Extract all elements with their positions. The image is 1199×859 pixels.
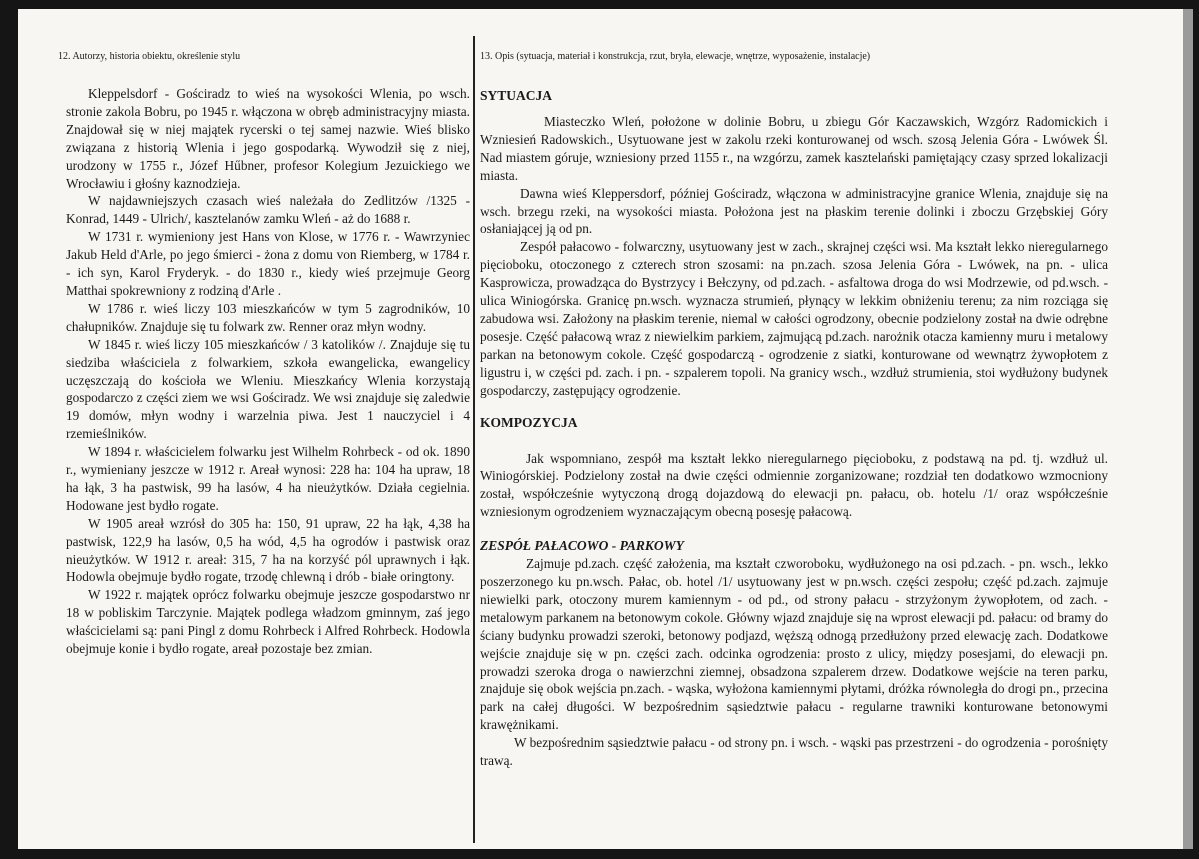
section-title-kompozycja: KOMPOZYCJA xyxy=(480,414,578,430)
palace-paragraph: W bezpośrednim sąsiedztwie pałacu - od strony pn. i wsch. - wąski pas przestrzeni - do ogrodzenia - porośnięty trawą. xyxy=(480,735,1108,769)
history-paragraph: W 1731 r. wymieniony jest Hans von Klose, w 1776 r. - Wawrzyniec Jakub Held d'Arle, po jego śmierci - żona z domu von Riemberg, w 1784 r. - ich syn, Karol Fryderyk. - do 1830 r., kiedy wieś przejmuje Georg Matthai spokrewniony z rodziną d'Arle . xyxy=(66,229,470,298)
situation-paragraph: Miasteczko Wleń, położone w dolinie Bobru, u zbiegu Gór Kaczawskich, Wzgórz Radomickich i Wzniesień Radowskich., Usytuowane jest w zakolu rzeki konturowanej od wsch. szosą Jelenia Góra - Lwówek Śl. Nad miastem góruje, wzniesiony przed 1155 r., na wzgórzu, zamek kasztelański pamiętający czasy sprzed lokalizacji miasta. xyxy=(480,114,1108,183)
section-title-sytuacja: SYTUACJA xyxy=(480,88,553,103)
history-paragraph: W 1845 r. wieś liczy 105 mieszkańców / 3 katolików /. Znajduje się tu siedziba właściciela z folwarkiem, szkoła ewangelicka, ewangelicy uczęszczają do kościoła we Wleniu. Mieszkańcy Wlenia korzystają gospodarczo z części ziem we wsi Gościradz. We wsi znajduje się zaledwie 19 domów, młyn wodny i warzelnia piwa. Jest 1 nauczyciel i 4 rzemieślników. xyxy=(66,336,470,442)
column-divider xyxy=(473,36,475,843)
situation-paragraph: Zespół pałacowo - folwarczny, usytuowany jest w zach., skrajnej części wsi. Ma kształt lekko nieregularnego pięcioboku, otoczonego z czterech stron szosami: na pn.zach. szosa Jelenia Góra - Lwówek, na pn. - ulica Kasprowicza, prowadząca do Bystrzycy i Bełczyny, od pd.zach. - asfaltowa droga do wsi Modrzewie, od pd.wsch. - ulica Winiogórska. Granicę pn.wsch. wyznacza strumień, płynący w lekkim obniżeniu terenu; za nim rozciąga się zabudowa wsi. Założony na płaskim terenie, niemal w całości ogrodzony, obecnie podzielony został na dwie odrębne posesje. Część pałacową wraz z niewielkim parkiem, zajmującą pd.zach. narożnik otacza kamienny muru i metalowy parkan na betonowym cokole. Część gospodarczą - ogrodzenie z siatki, konturowane od wewnątrz żywopłotem z ligustru i, w części pd. zach. i pn. - szpalerem topoli. Na granicy wsch., wzdłuż strumienia, stoi wydłużony budynek gospodarczy, zastępujący ogrodzenie. xyxy=(480,239,1108,398)
history-paragraph: W najdawniejszych czasach wieś należała do Zedlitzów /1325 - Konrad, 1449 - Ulrich/, kasztelanów zamku Wleń - aż do 1688 r. xyxy=(66,193,470,227)
composition-paragraph: Jak wspomniano, zespół ma kształt lekko nieregularnego pięcioboku, z podstawą na pd. tj. wzdłuż ul. Winiogórskiej. Podzielony został na dwie części odmiennie zorganizowane; rozdział ten dodatkowo wzmocniony został, współcześnie wytyczoną drogą dojazdową do elewacji pn. pałacu, ob. hotelu /1/ oraz współcześnie wzniesionym ogrodzeniem wyznaczającym obecną posesję pałacową. xyxy=(480,450,1108,520)
section-title-zespol: ZESPÓŁ PAŁACOWO - PARKOWY xyxy=(480,538,684,554)
history-paragraph: Kleppelsdorf - Gościradz to wieś na wysokości Wlenia, po wsch. stronie zakola Bobru, po 1945 r. włączona w obręb administracyjny miasta. Znajdował się w niej majątek rycerski o tej samej nazwie. Wieś blisko związana z historią Wlenia i jego gospodarką. Wywodził się z niej, urodzony w 1755 r., Józef Hűbner, profesor Kolegium Jezuickiego we Wrocławiu i głośny kaznodzieja. xyxy=(66,86,470,191)
description-text xyxy=(480,87,1108,770)
left-column-header: 12. Autorzy, historia obiektu, określenie stylu xyxy=(58,51,241,62)
right-column-header: 13. Opis (sytuacja, materiał i konstrukcja, rzut, bryła, elewacje, wnętrze, wyposażenie, instalacje) xyxy=(480,51,871,62)
page-edge xyxy=(1183,9,1193,849)
history-paragraph: W 1905 areał wzrósł do 305 ha: 150, 91 upraw, 22 ha łąk, 4,38 ha pastwisk, 122,9 ha lasów, 0,5 ha wód, 4,5 ha ogrodów i pastwisk oraz nieużytków. W 1912 r. areał: 315, 7 ha na korzyść pól uprawnych i łąk. Hodowla obejmuje bydło rogate, trzodę chlewną i drób - białe oringtony. xyxy=(66,515,470,585)
history-paragraph: W 1894 r. właścicielem folwarku jest Wilhelm Rohrbeck - od ok. 1890 r., wymieniany jeszcze w 1912 r. Areał wynosi: 228 ha: 104 ha upraw, 18 ha łąk, 3 ha pastwisk, 99 ha lasów, 4 ha nieużytków. Działa cegielnia. Hodowane jest bydło rogate. xyxy=(66,444,470,513)
palace-paragraph: Zajmuje pd.zach. część założenia, ma kształt czworoboku, wydłużonego na osi pd.zach. - pn. wsch., lekko poszerzonego ku pn.wsch. Pałac, ob. hotel /1/ usytuowany jest w pn.wsch. części zespołu; część pd.zach. zajmuje niewielki park, otoczony murem kamiennym - od pd., od strony pałacu - strzyżonym żywopłotem, od zach. - metalowym parkanem na betonowym cokole. Główny wjazd znajduje się na wprost elewacji pd. pałacu: od bramy do ściany budynku prowadzi szeroki, betonowy podjazd, węższą odnogą przedłużony przed elewację zach. Dodatkowe wejście znajduje się w pn. części zach. odcinka ogrodzenia: prosto z ulicy, między posesjami, do elewacji pn. prowadzi szeroka droga o nawierzchni ziemnej, obsadzona szpalerem drzew. Dodatkowe wejście na teren parku, znajduje się obok wejścia pn.zach. - wąska, wyłożona kamiennymi płytami, dróżka równoległa do drogi pn., przecina park na całej długości. W bezpośrednim sąsiedztwie pałacu - regularne trawniki konturowane betonowymi krawężnikami. xyxy=(480,556,1108,733)
history-text xyxy=(66,85,470,658)
history-paragraph: W 1922 r. majątek oprócz folwarku obejmuje jeszcze gospodarstwo nr 18 w pobliskim Tarczynie. Majątek podlega władzom gminnym, zaś jego właścicielami są: pani Pingl z domu Rohrbeck i Alfred Rohrbeck. Hodowla obejmuje konie i bydło rogate, areał pozostaje bez zmian. xyxy=(66,587,470,657)
history-paragraph: W 1786 r. wieś liczy 103 mieszkańców w tym 5 zagrodników, 10 chałupników. Znajduje się tu folwark zw. Renner oraz młyn wodny. xyxy=(66,300,470,334)
situation-paragraph: Dawna wieś Kleppersdorf, później Gościradz, włączona w administracyjne granice Wlenia, znajduje się na wsch. brzegu rzeki, na wysokości miasta. Położona jest na płaskim terenie dolinki i zboczu Grzębskiej Góry osłaniającej ją od pn. xyxy=(480,185,1108,237)
document-sheet xyxy=(18,9,1193,849)
